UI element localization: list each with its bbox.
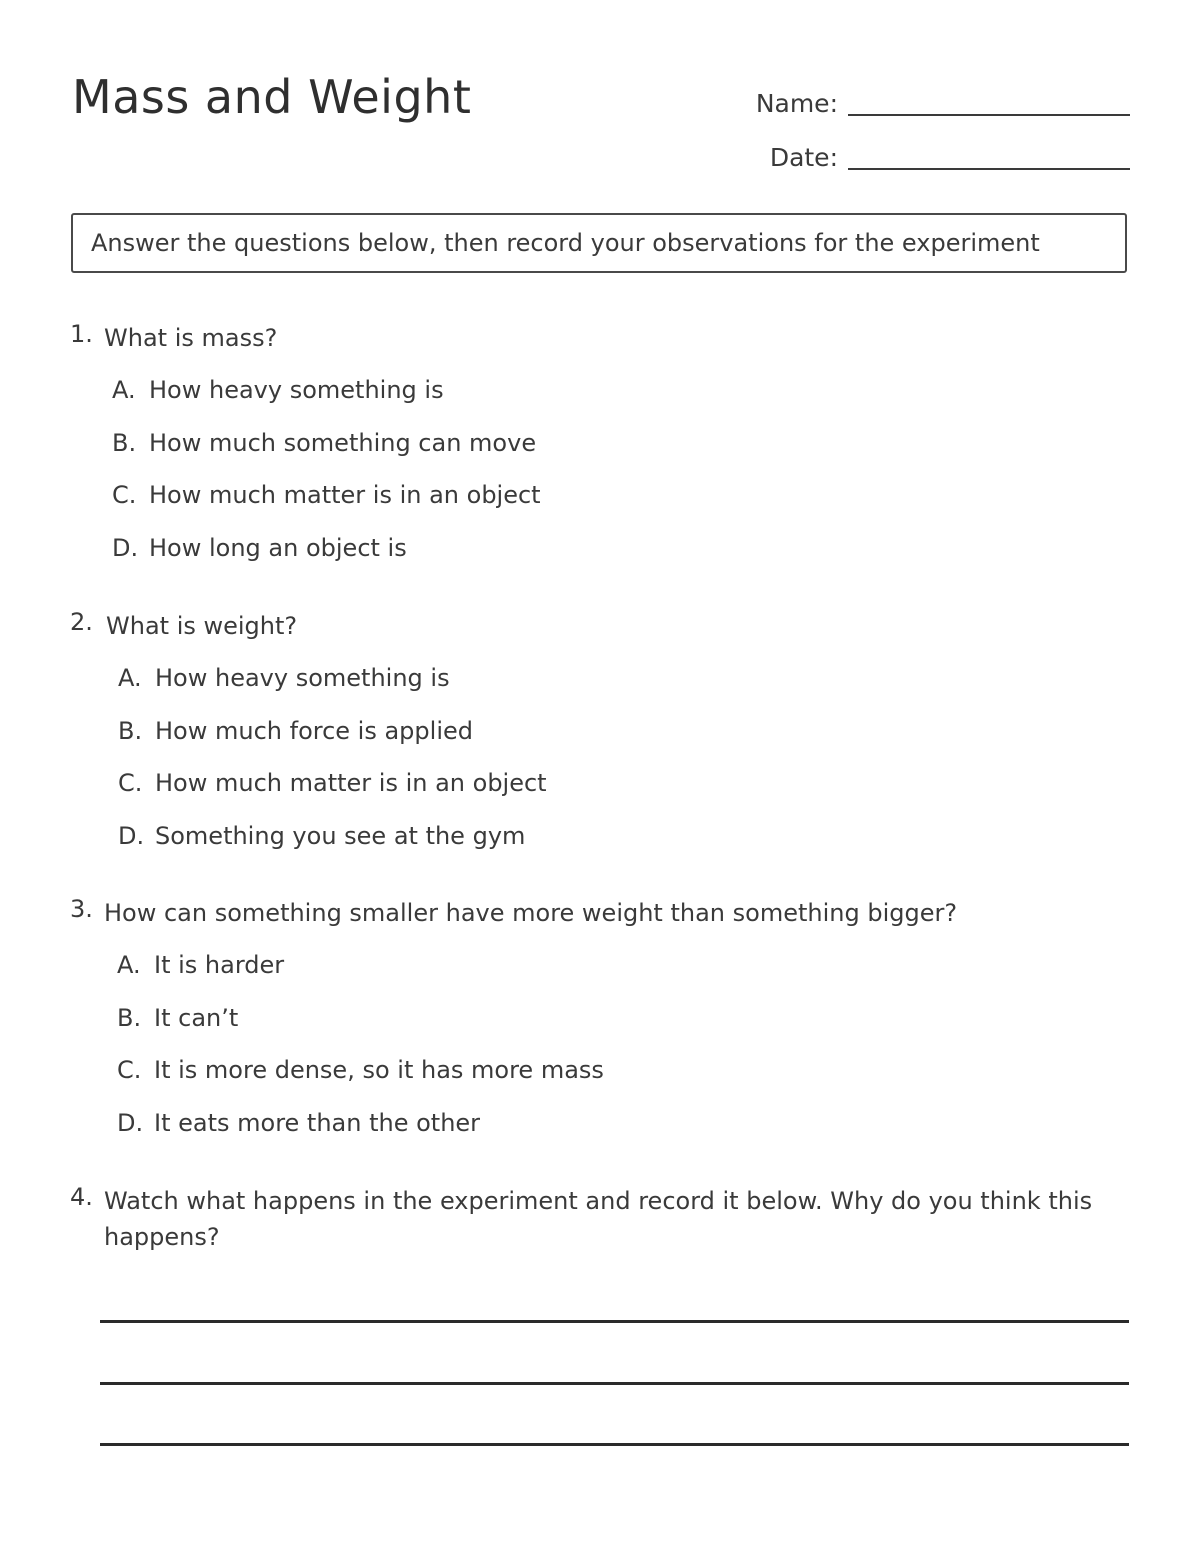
option-text: How much something can move: [149, 428, 537, 457]
date-field: [770, 136, 1130, 170]
question-number: 3.: [70, 895, 93, 923]
name-label: Name:: [755, 89, 838, 118]
question-3: [70, 895, 1130, 1161]
option-a[interactable]: [118, 664, 1130, 717]
option-b[interactable]: [117, 1004, 1130, 1057]
name-field: [756, 82, 1130, 116]
option-d[interactable]: [118, 822, 1130, 875]
question-text: What is weight?: [106, 612, 298, 640]
option-d[interactable]: [117, 1109, 1130, 1162]
option-text: How much force is applied: [155, 716, 473, 745]
option-text: How heavy something is: [155, 664, 450, 692]
option-letter: A.: [112, 376, 136, 404]
option-text: It eats more than the other: [154, 1108, 481, 1137]
option-b[interactable]: [112, 429, 1130, 482]
option-a[interactable]: [112, 376, 1130, 429]
option-letter: C.: [118, 769, 143, 797]
option-letter: C.: [112, 481, 137, 509]
option-letter: C.: [117, 1056, 142, 1084]
date-input-line[interactable]: [848, 138, 1130, 170]
option-letter: A.: [117, 951, 141, 979]
question-number: 2.: [70, 608, 93, 636]
option-letter: D.: [117, 1108, 144, 1137]
option-letter: A.: [118, 664, 142, 692]
option-text: It is more dense, so it has more mass: [154, 1056, 604, 1084]
option-d[interactable]: [112, 534, 1130, 587]
answer-line-1[interactable]: [100, 1320, 1129, 1323]
option-c[interactable]: [118, 769, 1130, 822]
answer-line-2[interactable]: [100, 1382, 1129, 1385]
option-text: Something you see at the gym: [155, 821, 526, 850]
question-1: [70, 320, 1130, 586]
instructions-text: Answer the questions below, then record your observations for the experiment: [91, 229, 1040, 257]
instructions-box: [71, 213, 1127, 273]
date-label: Date:: [769, 143, 838, 172]
option-text: How heavy something is: [149, 376, 444, 404]
answer-line-3[interactable]: [100, 1443, 1129, 1446]
option-letter: B.: [118, 716, 143, 745]
option-letter: B.: [112, 428, 137, 457]
option-a[interactable]: [117, 951, 1130, 1004]
options-list: [112, 376, 1130, 586]
option-letter: B.: [117, 1003, 142, 1032]
option-c[interactable]: [117, 1056, 1130, 1109]
option-c[interactable]: [112, 481, 1130, 534]
option-text: How long an object is: [149, 533, 407, 562]
option-letter: D.: [112, 533, 139, 562]
option-text: How much matter is in an object: [149, 481, 541, 509]
question-text: What is mass?: [104, 324, 278, 352]
question-number: 4.: [70, 1183, 93, 1211]
options-list: [118, 664, 1130, 874]
options-list: [117, 951, 1130, 1161]
page-title: Mass and Weight: [72, 70, 472, 124]
name-input-line[interactable]: [848, 84, 1130, 116]
question-text: How can something smaller have more weight than something bigger?: [104, 899, 958, 927]
option-text: It can’t: [154, 1003, 239, 1032]
option-letter: D.: [118, 821, 145, 850]
question-4: [70, 1183, 1100, 1255]
question-text: Watch what happens in the experiment and record it below. Why do you think this happens?: [104, 1187, 1093, 1251]
question-2: [70, 608, 1130, 874]
option-text: How much matter is in an object: [155, 769, 547, 797]
option-b[interactable]: [118, 717, 1130, 770]
option-text: It is harder: [154, 951, 285, 979]
question-number: 1.: [70, 320, 93, 348]
